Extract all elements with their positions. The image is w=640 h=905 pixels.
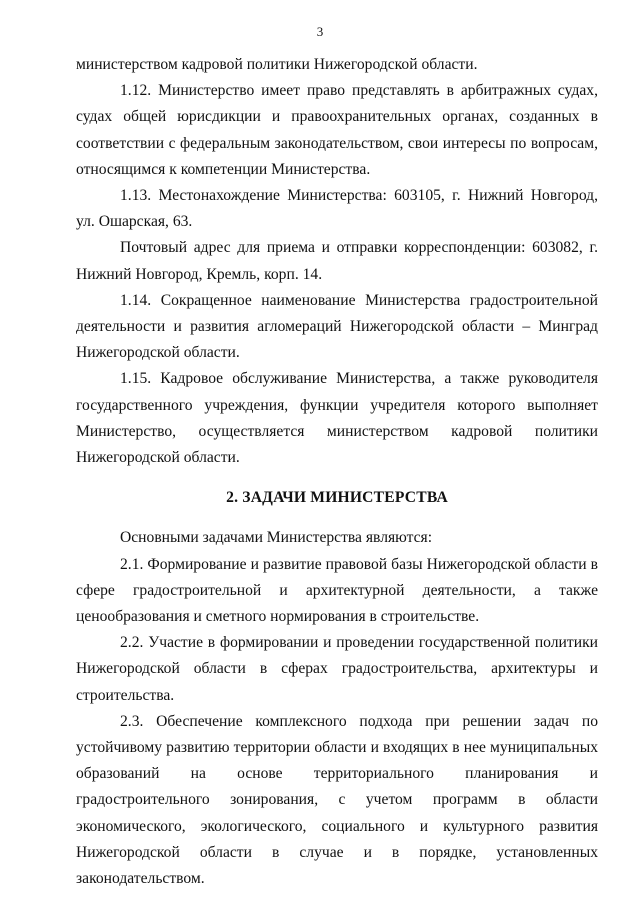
paragraph-1-15: 1.15. Кадровое обслуживание Министерства, а также руководителя государственного учреждения, функции учредителя которого выполняет Министерство, осуществляется министерством кадровой политики Нижегородской области. xyxy=(76,370,598,467)
paragraph-1-12: 1.12. Министерство имеет право представлять в арбитражных судах, судах общей юрисдикции и правоохранительных органах, созданных в соответствии с федеральным законодательством, свои интересы по вопросам, относящимся к компетенции Министерства. xyxy=(76,82,598,178)
paragraph-1-14: 1.14. Сокращенное наименование Министерства градостроительной деятельности и развития агломераций Нижегородской области – Минград Нижегородской области. xyxy=(76,291,598,362)
page-number: 3 xyxy=(316,24,324,39)
paragraph-2-2: 2.2. Участие в формировании и проведении государственной политики Нижегородской области в сферах градостроительства, архитектуры и строительства. xyxy=(76,634,598,704)
document-body xyxy=(76,52,598,892)
paragraph-2-3: 2.3. Обеспечение комплексного подхода при решении задач по устойчивому развитию территории области и входящих в нее муниципальных образований на основе территориального планирования и градостроительного зонирования, с учетом программ в области экономического, экологического, социального и культурного развития Нижегородской области в случае и в порядке, установленных законодательством. xyxy=(76,712,598,888)
paragraph-postal-address: Почтовый адрес для приема и отправки корреспонденции: 603082, г. Нижний Новгород, Кремль, корп. 14. xyxy=(76,239,598,283)
paragraph-tasks-intro: Основными задачами Министерства являются: xyxy=(120,529,433,547)
section-heading: 2. ЗАДАЧИ МИНИСТЕРСТВА xyxy=(226,489,448,507)
paragraph-continuation: министерством кадровой политики Нижегородской области. xyxy=(76,56,478,73)
paragraph-2-1: 2.1. Формирование и развитие правовой базы Нижегородской области в сфере градостроительной и архитектурной деятельности, а также ценообразования и сметного нормирования в строительстве. xyxy=(76,555,598,626)
paragraph-1-13: 1.13. Местонахождение Министерства: 603105, г. Нижний Новгород, ул. Ошарская, 63. xyxy=(76,187,598,231)
